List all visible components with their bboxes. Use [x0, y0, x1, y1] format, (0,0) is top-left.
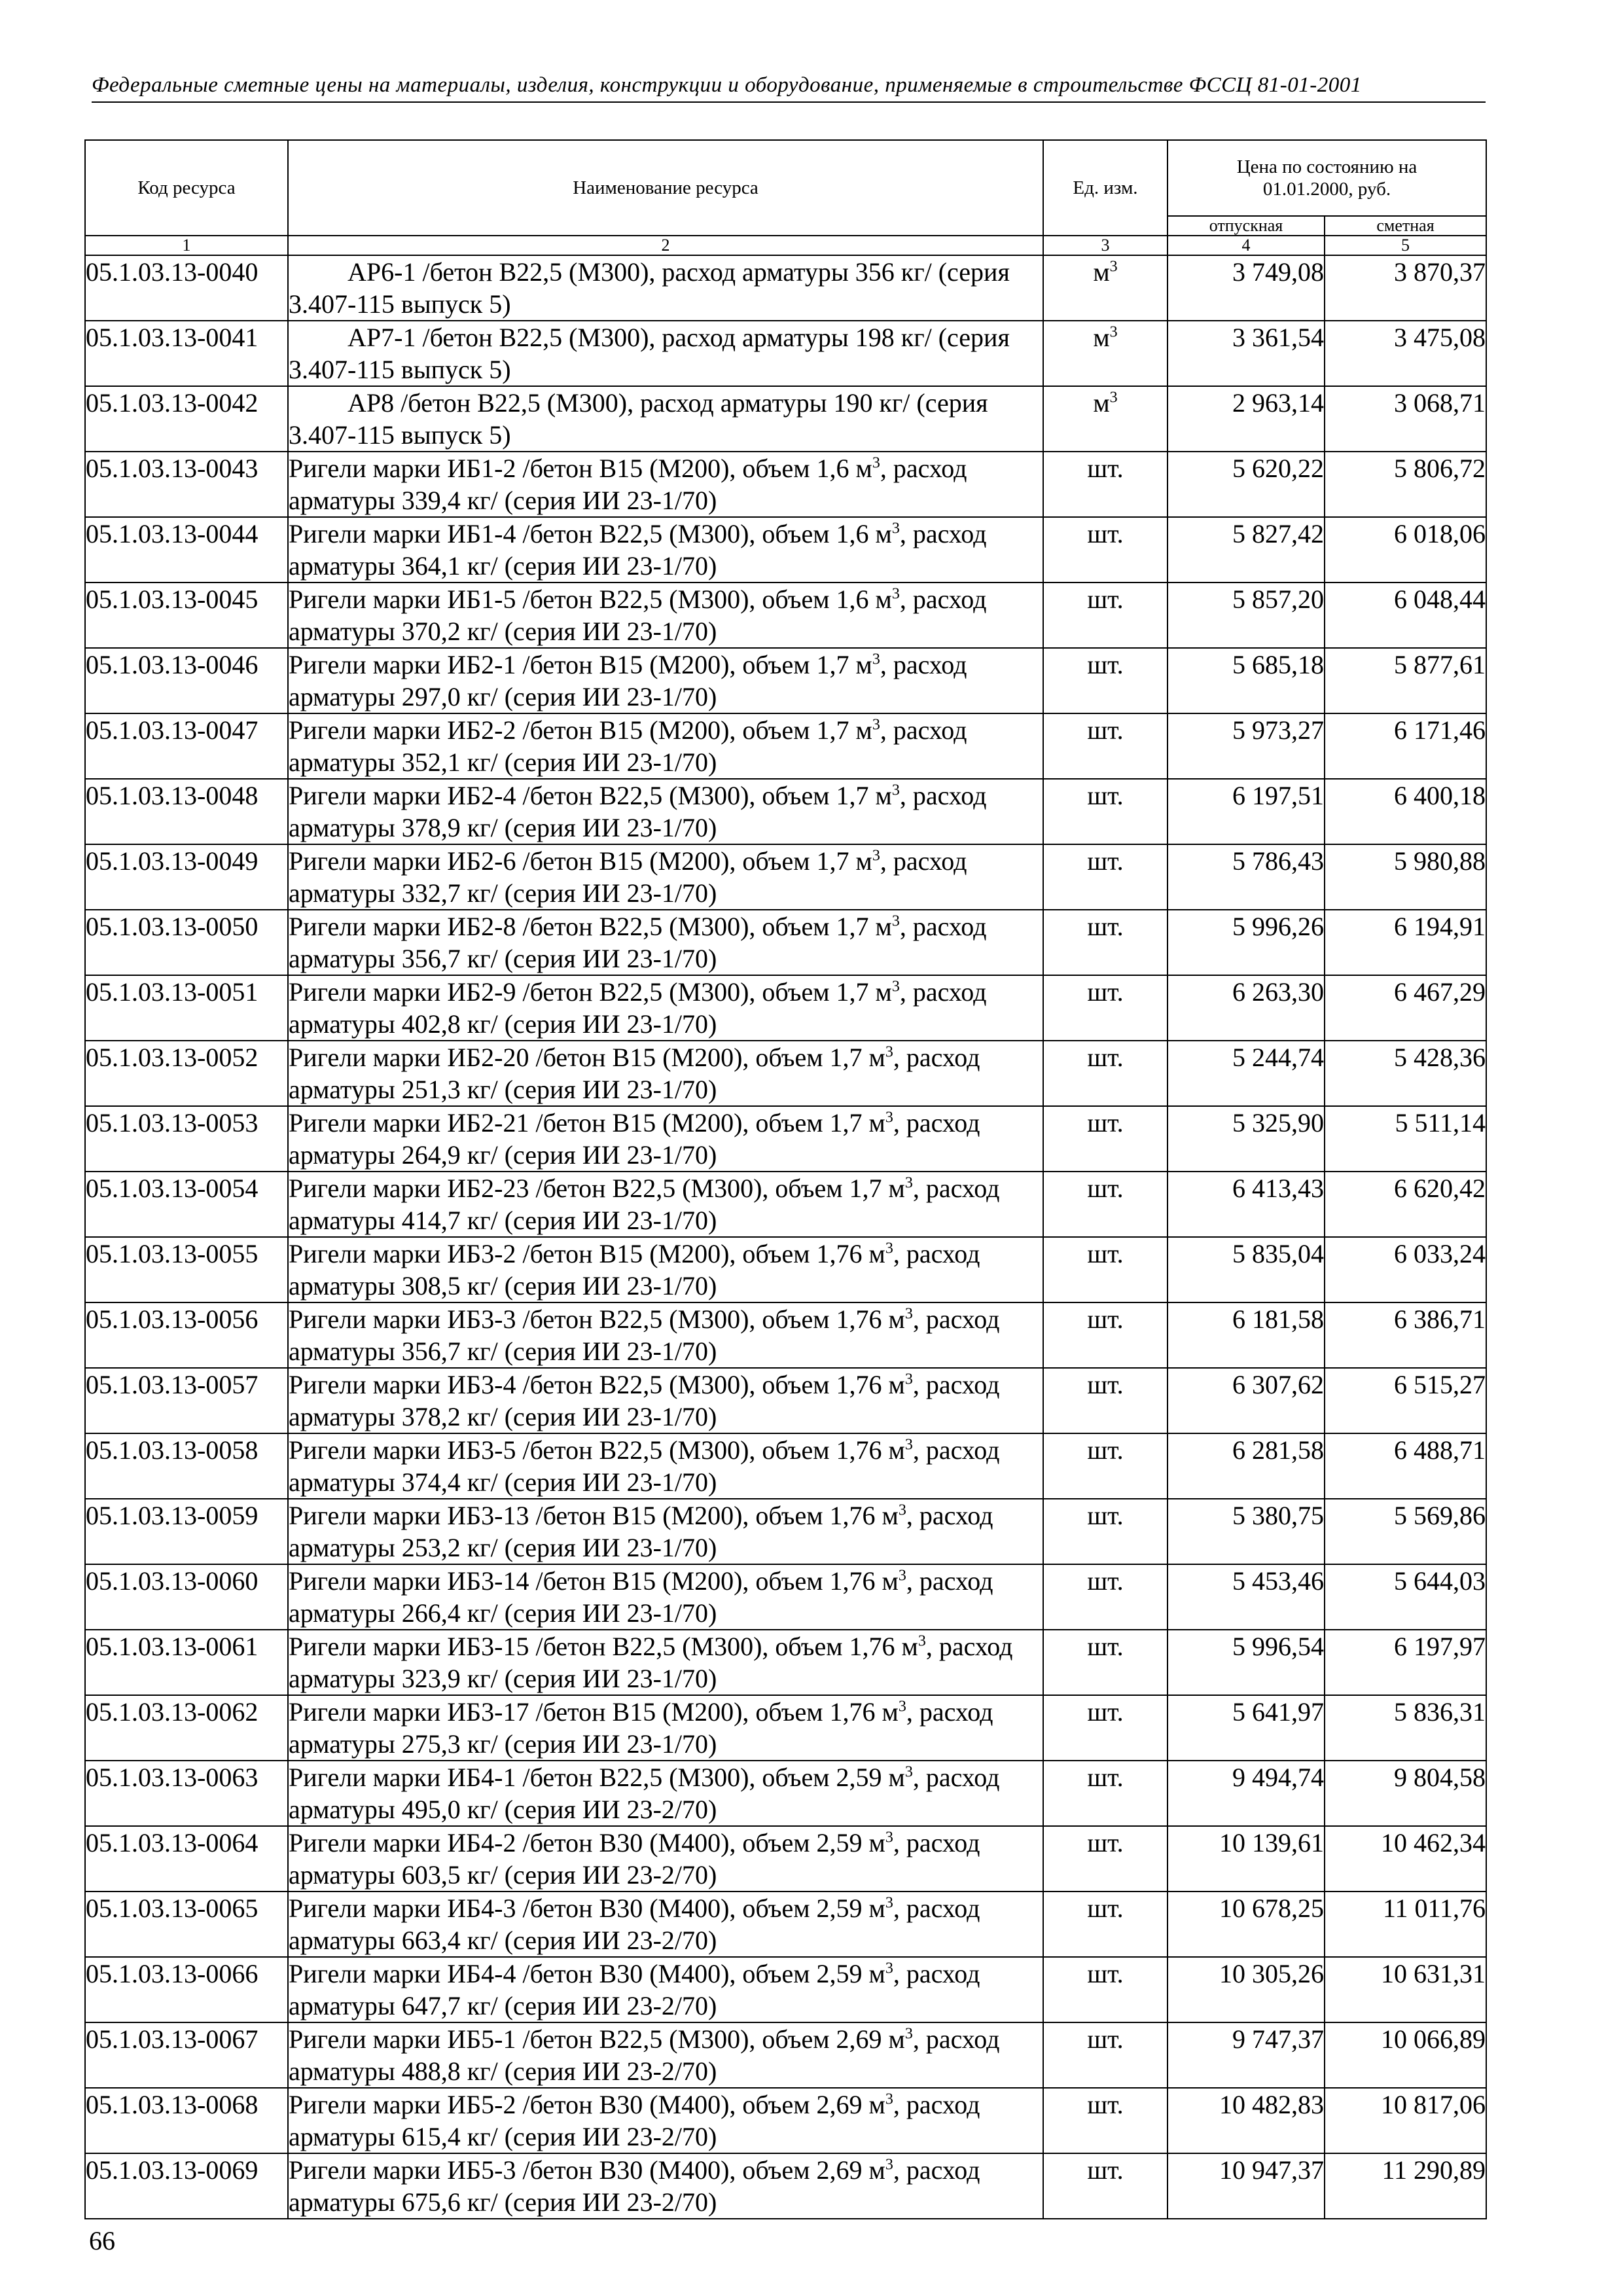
- release-price: 3 361,54: [1168, 321, 1325, 386]
- estimate-price: 5 569,86: [1325, 1499, 1486, 1564]
- unit-of-measure: шт.: [1043, 2088, 1168, 2153]
- resource-code: 05.1.03.13-0040: [85, 255, 288, 321]
- resource-name: Ригели марки ИБ4-4 /бетон В30 (М400), объем 2,59 $м^3$, расход арматуры 647,7 кг/ (серия ИИ 23-2/70): [288, 1957, 1043, 2022]
- unit-of-measure: шт.: [1043, 1172, 1168, 1237]
- column-number: 5: [1325, 236, 1486, 255]
- resource-name: Ригели марки ИБ3-3 /бетон В22,5 (М300), объем 1,76 $м^3$, расход арматуры 356,7 кг/ (серия ИИ 23-1/70): [288, 1302, 1043, 1368]
- table-row: [85, 1368, 1486, 1433]
- column-number: 2: [288, 236, 1043, 255]
- unit-of-measure: шт.: [1043, 844, 1168, 910]
- table-row: [85, 2088, 1486, 2153]
- unit-of-measure: $м^3$: [1043, 255, 1168, 321]
- estimate-price: 6 048,44: [1325, 583, 1486, 648]
- estimate-price: 10 066,89: [1325, 2022, 1486, 2088]
- table-row: [85, 1564, 1486, 1630]
- header-estimate: сметная: [1325, 216, 1486, 236]
- estimate-price: 5 644,03: [1325, 1564, 1486, 1630]
- release-price: 5 996,26: [1168, 910, 1325, 975]
- resource-code: 05.1.03.13-0051: [85, 975, 288, 1041]
- column-number: 1: [85, 236, 288, 255]
- header-unit: Ед. изм.: [1043, 140, 1168, 236]
- unit-of-measure: $м^3$: [1043, 386, 1168, 452]
- header-release: отпускная: [1168, 216, 1325, 236]
- table-row: [85, 2022, 1486, 2088]
- table-row: [85, 2153, 1486, 2219]
- resource-name: Ригели марки ИБ5-1 /бетон В22,5 (М300), объем 2,69 $м^3$, расход арматуры 488,8 кг/ (серия ИИ 23-2/70): [288, 2022, 1043, 2088]
- release-price: 5 641,97: [1168, 1695, 1325, 1761]
- table-row: [85, 1695, 1486, 1761]
- running-header: Федеральные сметные цены на материалы, изделия, конструкции и оборудование, применяемые в строительстве ФССЦ 81-01-2001: [92, 73, 1486, 103]
- resource-code: 05.1.03.13-0041: [85, 321, 288, 386]
- resource-code: 05.1.03.13-0069: [85, 2153, 288, 2219]
- table-row: [85, 1302, 1486, 1368]
- resource-name: Ригели марки ИБ2-20 /бетон В15 (М200), объем 1,7 $м^3$, расход арматуры 251,3 кг/ (серия ИИ 23-1/70): [288, 1041, 1043, 1106]
- table-row: [85, 1826, 1486, 1892]
- release-price: 5 786,43: [1168, 844, 1325, 910]
- unit-of-measure: шт.: [1043, 1041, 1168, 1106]
- unit-of-measure: шт.: [1043, 648, 1168, 713]
- estimate-price: 6 400,18: [1325, 779, 1486, 844]
- resource-code: 05.1.03.13-0064: [85, 1826, 288, 1892]
- table-row: [85, 1433, 1486, 1499]
- resource-name: Ригели марки ИБ3-13 /бетон В15 (М200), объем 1,76 $м^3$, расход арматуры 253,2 кг/ (серия ИИ 23-1/70): [288, 1499, 1043, 1564]
- table-row: [85, 910, 1486, 975]
- release-price: 6 263,30: [1168, 975, 1325, 1041]
- release-price: 10 482,83: [1168, 2088, 1325, 2153]
- resource-name: Ригели марки ИБ1-2 /бетон В15 (М200), объем 1,6 $м^3$, расход арматуры 339,4 кг/ (серия ИИ 23-1/70): [288, 452, 1043, 517]
- release-price: 5 380,75: [1168, 1499, 1325, 1564]
- release-price: 6 413,43: [1168, 1172, 1325, 1237]
- release-price: 5 453,46: [1168, 1564, 1325, 1630]
- resource-code: 05.1.03.13-0043: [85, 452, 288, 517]
- release-price: 3 749,08: [1168, 255, 1325, 321]
- release-price: 5 827,42: [1168, 517, 1325, 583]
- estimate-price: 3 870,37: [1325, 255, 1486, 321]
- release-price: 6 281,58: [1168, 1433, 1325, 1499]
- unit-of-measure: шт.: [1043, 1237, 1168, 1302]
- resource-name: Ригели марки ИБ2-2 /бетон В15 (М200), объем 1,7 $м^3$, расход арматуры 352,1 кг/ (серия ИИ 23-1/70): [288, 713, 1043, 779]
- unit-of-measure: шт.: [1043, 1564, 1168, 1630]
- unit-of-measure: шт.: [1043, 1302, 1168, 1368]
- resource-name: Ригели марки ИБ3-15 /бетон В22,5 (М300), объем 1,76 $м^3$, расход арматуры 323,9 кг/ (серия ИИ 23-1/70): [288, 1630, 1043, 1695]
- resource-code: 05.1.03.13-0060: [85, 1564, 288, 1630]
- estimate-price: 6 033,24: [1325, 1237, 1486, 1302]
- unit-of-measure: шт.: [1043, 452, 1168, 517]
- estimate-price: 6 018,06: [1325, 517, 1486, 583]
- resource-code: 05.1.03.13-0048: [85, 779, 288, 844]
- resource-name: Ригели марки ИБ2-4 /бетон В22,5 (М300), объем 1,7 $м^3$, расход арматуры 378,9 кг/ (серия ИИ 23-1/70): [288, 779, 1043, 844]
- estimate-price: 5 511,14: [1325, 1106, 1486, 1172]
- table-row: [85, 1892, 1486, 1957]
- table-row: [85, 1041, 1486, 1106]
- resource-code: 05.1.03.13-0045: [85, 583, 288, 648]
- resource-code: 05.1.03.13-0049: [85, 844, 288, 910]
- unit-of-measure: шт.: [1043, 517, 1168, 583]
- resource-name: Ригели марки ИБ2-9 /бетон В22,5 (М300), объем 1,7 $м^3$, расход арматуры 402,8 кг/ (серия ИИ 23-1/70): [288, 975, 1043, 1041]
- unit-of-measure: шт.: [1043, 583, 1168, 648]
- table-row: [85, 452, 1486, 517]
- header-price-group: Цена по состоянию на 01.01.2000, руб.: [1168, 140, 1486, 216]
- resource-name: Ригели марки ИБ2-8 /бетон В22,5 (М300), объем 1,7 $м^3$, расход арматуры 356,7 кг/ (серия ИИ 23-1/70): [288, 910, 1043, 975]
- column-number: 3: [1043, 236, 1168, 255]
- resource-code: 05.1.03.13-0059: [85, 1499, 288, 1564]
- table-row: [85, 648, 1486, 713]
- release-price: 5 620,22: [1168, 452, 1325, 517]
- table-row: [85, 386, 1486, 452]
- resource-code: 05.1.03.13-0054: [85, 1172, 288, 1237]
- resource-code: 05.1.03.13-0065: [85, 1892, 288, 1957]
- release-price: 10 678,25: [1168, 1892, 1325, 1957]
- resource-name: Ригели марки ИБ2-21 /бетон В15 (М200), объем 1,7 $м^3$, расход арматуры 264,9 кг/ (серия ИИ 23-1/70): [288, 1106, 1043, 1172]
- release-price: 5 973,27: [1168, 713, 1325, 779]
- release-price: 5 325,90: [1168, 1106, 1325, 1172]
- table-row: [85, 1761, 1486, 1826]
- resource-name: Ригели марки ИБ1-4 /бетон В22,5 (М300), объем 1,6 $м^3$, расход арматуры 364,1 кг/ (серия ИИ 23-1/70): [288, 517, 1043, 583]
- table-row: [85, 844, 1486, 910]
- unit-of-measure: $м^3$: [1043, 321, 1168, 386]
- estimate-price: 6 171,46: [1325, 713, 1486, 779]
- column-number: 4: [1168, 236, 1325, 255]
- resource-code: 05.1.03.13-0052: [85, 1041, 288, 1106]
- release-price: 10 305,26: [1168, 1957, 1325, 2022]
- estimate-price: 10 462,34: [1325, 1826, 1486, 1892]
- release-price: 10 947,37: [1168, 2153, 1325, 2219]
- table-row: [85, 1172, 1486, 1237]
- resource-name: АР8 /бетон В22,5 (М300), расход арматуры 190 кг/ (серия 3.407-115 выпуск 5): [288, 386, 1043, 452]
- unit-of-measure: шт.: [1043, 779, 1168, 844]
- table-row: [85, 1106, 1486, 1172]
- release-price: 5 244,74: [1168, 1041, 1325, 1106]
- resource-name: Ригели марки ИБ1-5 /бетон В22,5 (М300), объем 1,6 $м^3$, расход арматуры 370,2 кг/ (серия ИИ 23-1/70): [288, 583, 1043, 648]
- resource-code: 05.1.03.13-0047: [85, 713, 288, 779]
- resource-name: Ригели марки ИБ3-4 /бетон В22,5 (М300), объем 1,76 $м^3$, расход арматуры 378,2 кг/ (серия ИИ 23-1/70): [288, 1368, 1043, 1433]
- unit-of-measure: шт.: [1043, 1761, 1168, 1826]
- estimate-price: 6 197,97: [1325, 1630, 1486, 1695]
- resource-code: 05.1.03.13-0062: [85, 1695, 288, 1761]
- release-price: 5 835,04: [1168, 1237, 1325, 1302]
- resource-name: Ригели марки ИБ3-2 /бетон В15 (М200), объем 1,76 $м^3$, расход арматуры 308,5 кг/ (серия ИИ 23-1/70): [288, 1237, 1043, 1302]
- table-row: [85, 1499, 1486, 1564]
- unit-of-measure: шт.: [1043, 1957, 1168, 2022]
- table-row: [85, 1957, 1486, 2022]
- resource-name: АР6-1 /бетон В22,5 (М300), расход арматуры 356 кг/ (серия 3.407-115 выпуск 5): [288, 255, 1043, 321]
- price-table: [84, 139, 1487, 2219]
- resource-code: 05.1.03.13-0063: [85, 1761, 288, 1826]
- estimate-price: 3 068,71: [1325, 386, 1486, 452]
- resource-code: 05.1.03.13-0046: [85, 648, 288, 713]
- estimate-price: 3 475,08: [1325, 321, 1486, 386]
- table-row: [85, 517, 1486, 583]
- resource-code: 05.1.03.13-0042: [85, 386, 288, 452]
- resource-code: 05.1.03.13-0061: [85, 1630, 288, 1695]
- estimate-price: 5 836,31: [1325, 1695, 1486, 1761]
- unit-of-measure: шт.: [1043, 2022, 1168, 2088]
- unit-of-measure: шт.: [1043, 1630, 1168, 1695]
- estimate-price: 10 817,06: [1325, 2088, 1486, 2153]
- table-row: [85, 1630, 1486, 1695]
- resource-name: Ригели марки ИБ4-1 /бетон В22,5 (М300), объем 2,59 $м^3$, расход арматуры 495,0 кг/ (серия ИИ 23-2/70): [288, 1761, 1043, 1826]
- estimate-price: 9 804,58: [1325, 1761, 1486, 1826]
- resource-code: 05.1.03.13-0056: [85, 1302, 288, 1368]
- resource-code: 05.1.03.13-0050: [85, 910, 288, 975]
- unit-of-measure: шт.: [1043, 975, 1168, 1041]
- resource-name: Ригели марки ИБ3-14 /бетон В15 (М200), объем 1,76 $м^3$, расход арматуры 266,4 кг/ (серия ИИ 23-1/70): [288, 1564, 1043, 1630]
- table-row: [85, 1237, 1486, 1302]
- estimate-price: 6 488,71: [1325, 1433, 1486, 1499]
- unit-of-measure: шт.: [1043, 1368, 1168, 1433]
- resource-name: Ригели марки ИБ2-23 /бетон В22,5 (М300), объем 1,7 $м^3$, расход арматуры 414,7 кг/ (серия ИИ 23-1/70): [288, 1172, 1043, 1237]
- unit-of-measure: шт.: [1043, 713, 1168, 779]
- estimate-price: 5 806,72: [1325, 452, 1486, 517]
- resource-code: 05.1.03.13-0055: [85, 1237, 288, 1302]
- release-price: 9 494,74: [1168, 1761, 1325, 1826]
- resource-code: 05.1.03.13-0068: [85, 2088, 288, 2153]
- release-price: 9 747,37: [1168, 2022, 1325, 2088]
- unit-of-measure: шт.: [1043, 1695, 1168, 1761]
- resource-name: Ригели марки ИБ3-5 /бетон В22,5 (М300), объем 1,76 $м^3$, расход арматуры 374,4 кг/ (серия ИИ 23-1/70): [288, 1433, 1043, 1499]
- resource-name: Ригели марки ИБ2-6 /бетон В15 (М200), объем 1,7 $м^3$, расход арматуры 332,7 кг/ (серия ИИ 23-1/70): [288, 844, 1043, 910]
- resource-name: Ригели марки ИБ5-3 /бетон В30 (М400), объем 2,69 $м^3$, расход арматуры 675,6 кг/ (серия ИИ 23-2/70): [288, 2153, 1043, 2219]
- unit-of-measure: шт.: [1043, 910, 1168, 975]
- release-price: 2 963,14: [1168, 386, 1325, 452]
- release-price: 5 996,54: [1168, 1630, 1325, 1695]
- estimate-price: 6 467,29: [1325, 975, 1486, 1041]
- resource-code: 05.1.03.13-0044: [85, 517, 288, 583]
- estimate-price: 11 011,76: [1325, 1892, 1486, 1957]
- unit-of-measure: шт.: [1043, 1499, 1168, 1564]
- estimate-price: 5 877,61: [1325, 648, 1486, 713]
- release-price: 6 197,51: [1168, 779, 1325, 844]
- resource-name: АР7-1 /бетон В22,5 (М300), расход арматуры 198 кг/ (серия 3.407-115 выпуск 5): [288, 321, 1043, 386]
- estimate-price: 5 428,36: [1325, 1041, 1486, 1106]
- page-number: 66: [89, 2226, 115, 2255]
- estimate-price: 6 386,71: [1325, 1302, 1486, 1368]
- header-name: Наименование ресурса: [288, 140, 1043, 236]
- resource-code: 05.1.03.13-0066: [85, 1957, 288, 2022]
- table-row: [85, 583, 1486, 648]
- resource-name: Ригели марки ИБ4-2 /бетон В30 (М400), объем 2,59 $м^3$, расход арматуры 603,5 кг/ (серия ИИ 23-2/70): [288, 1826, 1043, 1892]
- estimate-price: 11 290,89: [1325, 2153, 1486, 2219]
- resource-code: 05.1.03.13-0058: [85, 1433, 288, 1499]
- unit-of-measure: шт.: [1043, 1826, 1168, 1892]
- unit-of-measure: шт.: [1043, 1433, 1168, 1499]
- resource-code: 05.1.03.13-0057: [85, 1368, 288, 1433]
- resource-name: Ригели марки ИБ3-17 /бетон В15 (М200), объем 1,76 $м^3$, расход арматуры 275,3 кг/ (серия ИИ 23-1/70): [288, 1695, 1043, 1761]
- resource-code: 05.1.03.13-0053: [85, 1106, 288, 1172]
- table-row: [85, 321, 1486, 386]
- resource-name: Ригели марки ИБ2-1 /бетон В15 (М200), объем 1,7 $м^3$, расход арматуры 297,0 кг/ (серия ИИ 23-1/70): [288, 648, 1043, 713]
- resource-name: Ригели марки ИБ5-2 /бетон В30 (М400), объем 2,69 $м^3$, расход арматуры 615,4 кг/ (серия ИИ 23-2/70): [288, 2088, 1043, 2153]
- table-row: [85, 779, 1486, 844]
- estimate-price: 6 194,91: [1325, 910, 1486, 975]
- release-price: 10 139,61: [1168, 1826, 1325, 1892]
- header-code: Код ресурса: [85, 140, 288, 236]
- estimate-price: 5 980,88: [1325, 844, 1486, 910]
- table-row: [85, 975, 1486, 1041]
- release-price: 5 685,18: [1168, 648, 1325, 713]
- release-price: 6 181,58: [1168, 1302, 1325, 1368]
- resource-name: Ригели марки ИБ4-3 /бетон В30 (М400), объем 2,59 $м^3$, расход арматуры 663,4 кг/ (серия ИИ 23-2/70): [288, 1892, 1043, 1957]
- estimate-price: 10 631,31: [1325, 1957, 1486, 2022]
- estimate-price: 6 620,42: [1325, 1172, 1486, 1237]
- resource-code: 05.1.03.13-0067: [85, 2022, 288, 2088]
- table-row: [85, 713, 1486, 779]
- release-price: 6 307,62: [1168, 1368, 1325, 1433]
- unit-of-measure: шт.: [1043, 1106, 1168, 1172]
- unit-of-measure: шт.: [1043, 2153, 1168, 2219]
- estimate-price: 6 515,27: [1325, 1368, 1486, 1433]
- table-row: [85, 255, 1486, 321]
- release-price: 5 857,20: [1168, 583, 1325, 648]
- unit-of-measure: шт.: [1043, 1892, 1168, 1957]
